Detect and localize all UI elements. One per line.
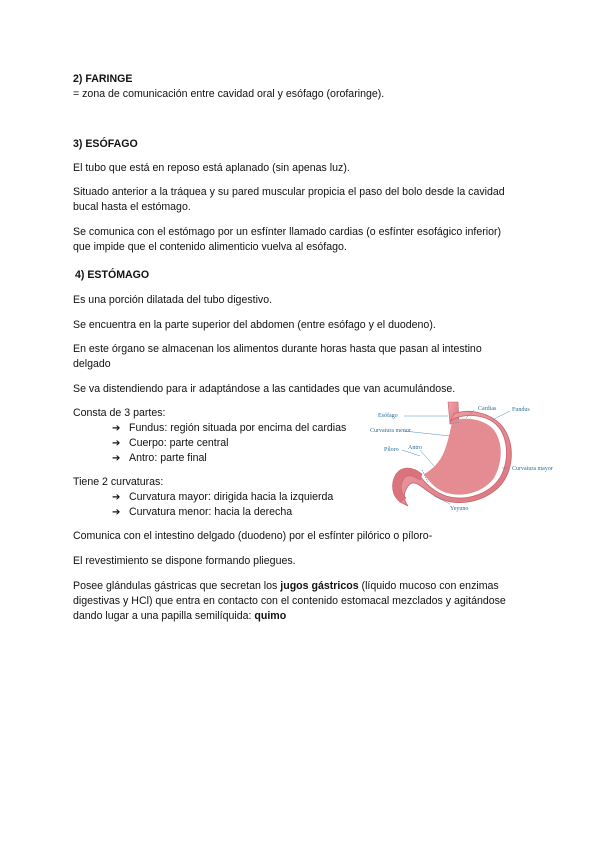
estomago-paragraph-7-line-3 [73, 609, 286, 624]
stomach-diagram [362, 400, 553, 520]
text-run: dando lugar a una papilla semilíquida: [73, 610, 255, 622]
list-item [112, 505, 292, 521]
list-item-text: Curvatura mayor: dirigida hacia la izquierda [129, 491, 334, 503]
text-run: (líquido mucoso con enzimas [358, 580, 499, 592]
esofago-heading: 3) ESÓFAGO [73, 138, 138, 150]
estomago-paragraph-3-line-1: En este órgano se almacenan los alimentos durante horas hasta que pasan al intestino [73, 343, 482, 355]
estomago-heading: 4) ESTÓMAGO [75, 269, 150, 281]
fundus-leader [492, 411, 510, 420]
list-item [112, 436, 229, 452]
text-run: Posee glándulas gástricas que secretan los [73, 580, 281, 592]
arrow-icon: ➔ [112, 507, 121, 518]
estomago-paragraph-2: Se encuentra en la parte superior del abdomen (entre esófago y el duodeno). [73, 319, 436, 331]
curvaturas-intro: Tiene 2 curvaturas: [73, 476, 164, 488]
list-item [112, 421, 346, 437]
estomago-paragraph-7-line-1 [73, 579, 499, 594]
esofago-paragraph-2-line-1: Situado anterior a la tráquea y su pared muscular propicia el paso del bolo desde la cavidad [73, 186, 505, 198]
stomach-inner-shape [424, 419, 501, 495]
arrow-icon: ➔ [112, 453, 121, 464]
label-curvatura-mayor: Curvatura mayor [512, 466, 553, 472]
label-yeyuno: Yeyuno [450, 506, 469, 512]
list-item-text: Cuerpo: parte central [129, 437, 229, 449]
list-item [112, 490, 333, 506]
list-item-text: Fundus: región situada por encima del cardias [129, 422, 347, 434]
estomago-paragraph-5: Comunica con el intestino delgado (duodeno) por el esfínter pilórico o píloro- [73, 530, 433, 542]
esofago-paragraph-1: El tubo que está en reposo está aplanado (sin apenas luz). [73, 162, 350, 174]
faringe-heading: 2) FARINGE [73, 73, 133, 85]
arrow-icon: ➔ [112, 423, 121, 434]
estomago-paragraph-7-line-2: digestivas y HCl) que entra en contacto con el contenido estomacal mezclados y agitándose [73, 595, 506, 607]
estomago-paragraph-6: El revestimiento se dispone formando pliegues. [73, 555, 296, 567]
esofago-paragraph-3-line-1: Se comunica con el estómago por un esfínter llamado cardias (o esfínter esofágico inferior) [73, 226, 502, 238]
list-item-text: Curvatura menor: hacia la derecha [129, 506, 293, 518]
label-fundus: Fundus [512, 407, 530, 413]
esofago-paragraph-3-line-2: que impide que el contenido alimenticio vuelva al esófago. [73, 241, 347, 253]
antro-leader [420, 450, 434, 466]
faringe-definition: = zona de comunicación entre cavidad oral y esófago (orofaringe). [73, 88, 385, 100]
curvatura-menor-leader [404, 431, 450, 436]
estomago-paragraph-1: Es una porción dilatada del tubo digestivo. [73, 294, 273, 306]
quimo-bold: quimo [254, 610, 287, 622]
label-esofago: Esófago [378, 413, 398, 419]
list-item [112, 451, 207, 467]
esofago-paragraph-2-line-2: bucal hasta el estómago. [73, 201, 191, 213]
estomago-paragraph-3-line-2: delgado [73, 358, 111, 370]
label-cardias: Cardias [478, 406, 497, 412]
arrow-icon: ➔ [112, 492, 121, 503]
arrow-icon: ➔ [112, 438, 121, 449]
label-antro: Antro [408, 445, 422, 451]
label-curvatura-menor: Curvatura menor [370, 428, 411, 434]
jugos-gastricos-bold: jugos gástricos [280, 580, 359, 592]
estomago-paragraph-4: Se va distendiendo para ir adaptándose a las cantidades que van acumulándose. [73, 383, 456, 395]
list-item-text: Antro: parte final [129, 452, 207, 464]
partes-intro: Consta de 3 partes: [73, 407, 166, 419]
label-piloro: Píloro [384, 447, 399, 453]
